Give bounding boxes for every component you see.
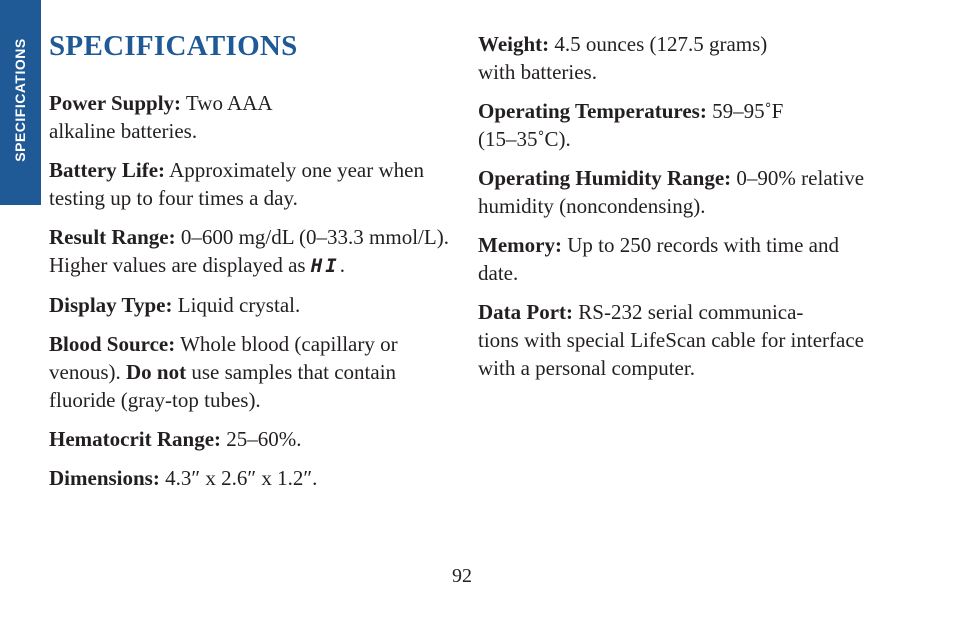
spec-value: Approximately one year when testing up to four times a day. <box>49 158 424 210</box>
spec-label: Hematocrit Range: <box>49 427 222 451</box>
left-column <box>49 89 454 503</box>
spec-label: Operating Temperatures: <box>478 99 707 123</box>
spec-value: with batteries. <box>478 60 597 84</box>
spec-label: Memory: <box>478 233 562 257</box>
spec-value-end: . <box>339 253 345 277</box>
page-number: 92 <box>452 565 472 587</box>
page-title: SPECIFICATIONS <box>49 30 298 62</box>
spec-value: RS-232 serial communica- <box>573 300 804 324</box>
spec-value: 0–600 mg/dL (0–33.3 mmol/L). Higher values are displayed as <box>49 225 449 277</box>
spec-weight <box>478 30 878 86</box>
spec-label: Display Type: <box>49 293 173 317</box>
spec-battery-life <box>49 156 454 212</box>
spec-value: 4.5 ounces (127.5 grams) <box>549 32 768 56</box>
spec-value: Up to 250 records with time and date. <box>478 233 839 285</box>
hi-display-symbol: HI <box>310 255 340 277</box>
side-tab-label: SPECIFICATIONS <box>12 38 28 162</box>
spec-value: use samples that contain fluoride (gray-top tubes). <box>49 360 397 412</box>
spec-value: 0–90% relative humidity (noncondensing). <box>478 166 865 218</box>
spec-value: (15–35˚C). <box>478 127 571 151</box>
side-tab <box>0 0 41 205</box>
spec-memory <box>478 231 878 287</box>
spec-label: Operating Humidity Range: <box>478 166 732 190</box>
spec-result-range <box>49 223 454 280</box>
spec-label: Weight: <box>478 32 550 56</box>
spec-label: Dimensions: <box>49 466 160 490</box>
spec-display-type <box>49 291 454 319</box>
spec-value: 25–60%. <box>221 427 302 451</box>
spec-dimensions <box>49 464 454 492</box>
spec-value: Whole blood (capillary or venous). <box>49 332 398 384</box>
spec-value: 4.3″ x 2.6″ x 1.2″. <box>159 466 318 490</box>
spec-value: 59–95˚F <box>706 99 784 123</box>
spec-label: Power Supply: <box>49 91 182 115</box>
spec-value: Liquid crystal. <box>172 293 301 317</box>
spec-operating-temperatures <box>478 97 878 153</box>
spec-value: Two AAA <box>181 91 273 115</box>
spec-label: Result Range: <box>49 225 176 249</box>
spec-emphasis: Do not <box>126 360 187 384</box>
spec-power-supply <box>49 89 454 145</box>
spec-value: alkaline batteries. <box>49 119 198 143</box>
spec-label: Data Port: <box>478 300 574 324</box>
right-column <box>478 30 878 393</box>
spec-label: Blood Source: <box>49 332 176 356</box>
spec-data-port <box>478 298 878 382</box>
spec-label: Battery Life: <box>49 158 166 182</box>
spec-value: tions with special LifeScan cable for interface with a personal computer. <box>478 328 864 380</box>
spec-operating-humidity <box>478 164 878 220</box>
spec-blood-source <box>49 330 454 414</box>
spec-hematocrit-range <box>49 425 454 453</box>
